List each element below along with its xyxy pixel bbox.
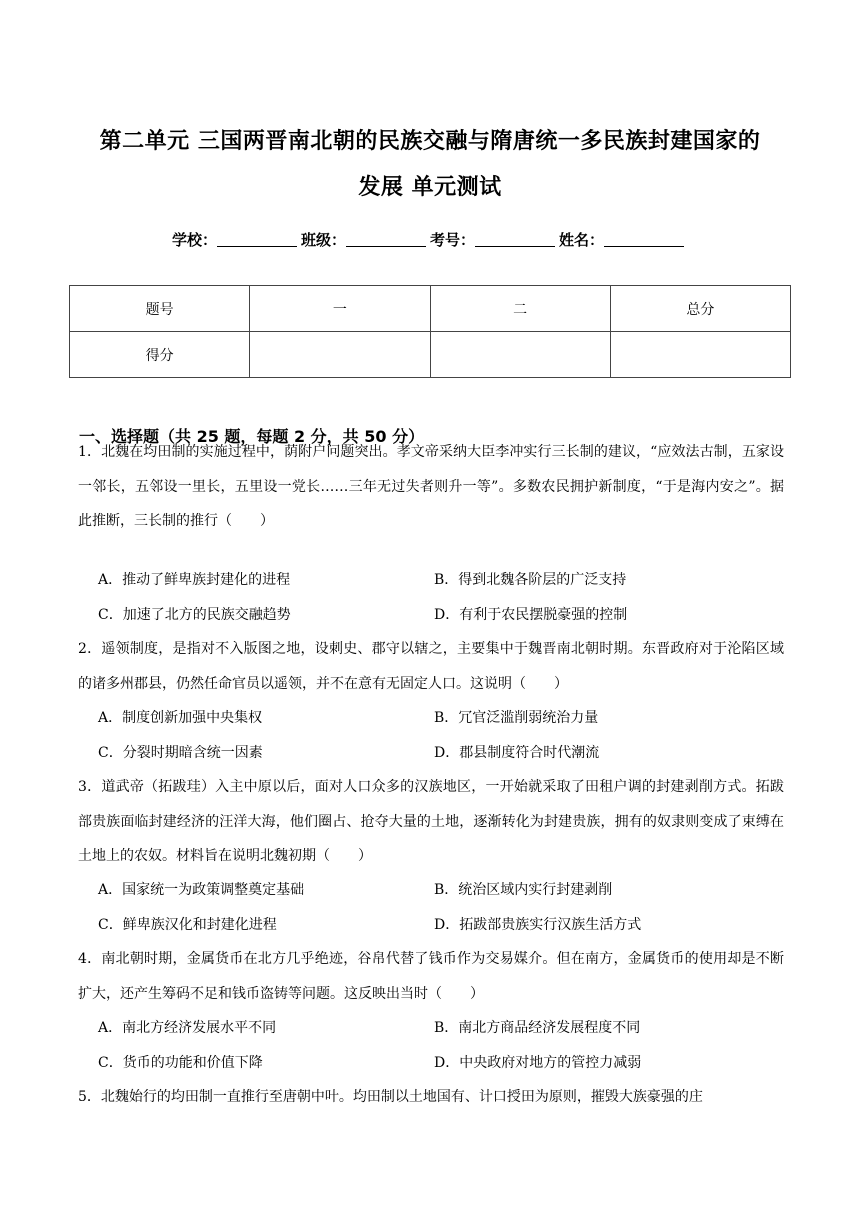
school-blank[interactable] bbox=[217, 230, 297, 247]
question-3-text: 3．道武帝（拓跋珪）入主中原以后，面对人口众多的汉族地区，一开始就采取了田租户调的封建剥削方式。拓跋部贵族面临封建经济的汪洋大海，他们圈占、抢夺大量的土地，逐渐转化为封建贵族，拥有的奴隶则变成了束缚在土地上的农奴。材料旨在说明北魏初期（ ） bbox=[78, 779, 784, 864]
name-label: 姓名： bbox=[559, 231, 605, 249]
score-cell-part-two[interactable] bbox=[430, 332, 610, 378]
page-title-line1: 第二单元 三国两晋南北朝的民族交融与隋唐统一多民族封建国家的 bbox=[99, 129, 761, 154]
score-table-header-row bbox=[70, 286, 791, 332]
score-table-score-row bbox=[70, 332, 791, 378]
question-3-option-c[interactable]: C．鲜卑族汉化和封建化进程 bbox=[98, 917, 277, 933]
question-1-option-b[interactable]: B．得到北魏各阶层的广泛支持 bbox=[434, 572, 627, 588]
exam-number-blank[interactable] bbox=[475, 230, 555, 247]
question-4-option-c[interactable]: C．货币的功能和价值下降 bbox=[98, 1055, 263, 1071]
question-1-option-d[interactable]: D．有利于农民摆脱豪强的控制 bbox=[434, 607, 628, 623]
question-4-option-b[interactable]: B．南北方商品经济发展程度不同 bbox=[434, 1020, 641, 1036]
name-blank[interactable] bbox=[604, 230, 684, 247]
score-row-label: 得分 bbox=[70, 332, 250, 378]
question-1-option-c[interactable]: C．加速了北方的民族交融趋势 bbox=[98, 607, 291, 623]
question-3-option-a[interactable]: A．国家统一为政策调整奠定基础 bbox=[98, 882, 305, 898]
header-cell-question-no: 题号 bbox=[70, 286, 250, 332]
question-4-text: 4．南北朝时期，金属货币在北方几乎绝迹，谷帛代替了钱币作为交易媒介。但在南方，金属货币的使用却是不断扩大，还产生筹码不足和钱币盗铸等问题。这反映出当时（ ） bbox=[78, 951, 784, 1002]
question-2-text: 2．遥领制度，是指对不入版图之地，设刺史、郡守以辖之，主要集中于魏晋南北朝时期。东晋政府对于沦陷区域的诸多州郡县，仍然任命官员以遥领，并不在意有无固定人口。这说明（ ） bbox=[78, 641, 784, 692]
score-cell-total[interactable] bbox=[610, 332, 790, 378]
question-2-option-c[interactable]: C．分裂时期暗含统一因素 bbox=[98, 745, 263, 761]
score-cell-part-one[interactable] bbox=[250, 332, 430, 378]
question-2-option-b[interactable]: B．冗官泛滥削弱统治力量 bbox=[434, 710, 599, 726]
question-1-text: 1．北魏在均田制的实施过程中，荫附户问题突出。孝文帝采纳大臣李冲实行三长制的建议，“应效法古制，五家设一邻长，五邻设一里长，五里设一党长……三年无过失者则升一等”。多数农民拥护新制度，“于是海内安之”。据此推断，三长制的推行（ ） bbox=[78, 444, 784, 529]
header-cell-part-one: 一 bbox=[250, 286, 430, 332]
header-cell-part-two: 二 bbox=[430, 286, 610, 332]
question-3-option-b[interactable]: B．统治区域内实行封建剥削 bbox=[434, 882, 613, 898]
section-heading-choice: 一、选择题（共 25 题，每题 2 分，共 50 分） bbox=[79, 427, 425, 446]
student-info-line bbox=[0, 229, 860, 251]
score-table bbox=[69, 285, 791, 378]
page-title-line2: 发展 单元测试 bbox=[358, 175, 502, 200]
question-5-text: 5．北魏始行的均田制一直推行至唐朝中叶。均田制以土地国有、计口授田为原则，摧毁大族豪强的庄 bbox=[78, 1089, 703, 1105]
question-4-option-d[interactable]: D．中央政府对地方的管控力减弱 bbox=[434, 1055, 642, 1071]
question-3-option-d[interactable]: D．拓跋部贵族实行汉族生活方式 bbox=[434, 917, 642, 933]
class-blank[interactable] bbox=[346, 230, 426, 247]
question-1-option-a[interactable]: A．推动了鲜卑族封建化的进程 bbox=[98, 572, 291, 588]
question-2-option-d[interactable]: D．郡县制度符合时代潮流 bbox=[434, 745, 600, 761]
exam-number-label: 考号： bbox=[430, 231, 476, 249]
school-label: 学校： bbox=[171, 231, 217, 249]
question-2-option-a[interactable]: A．制度创新加强中央集权 bbox=[98, 710, 263, 726]
question-4-option-a[interactable]: A．南北方经济发展水平不同 bbox=[98, 1020, 277, 1036]
header-cell-total: 总分 bbox=[610, 286, 790, 332]
class-label: 班级： bbox=[300, 231, 346, 249]
